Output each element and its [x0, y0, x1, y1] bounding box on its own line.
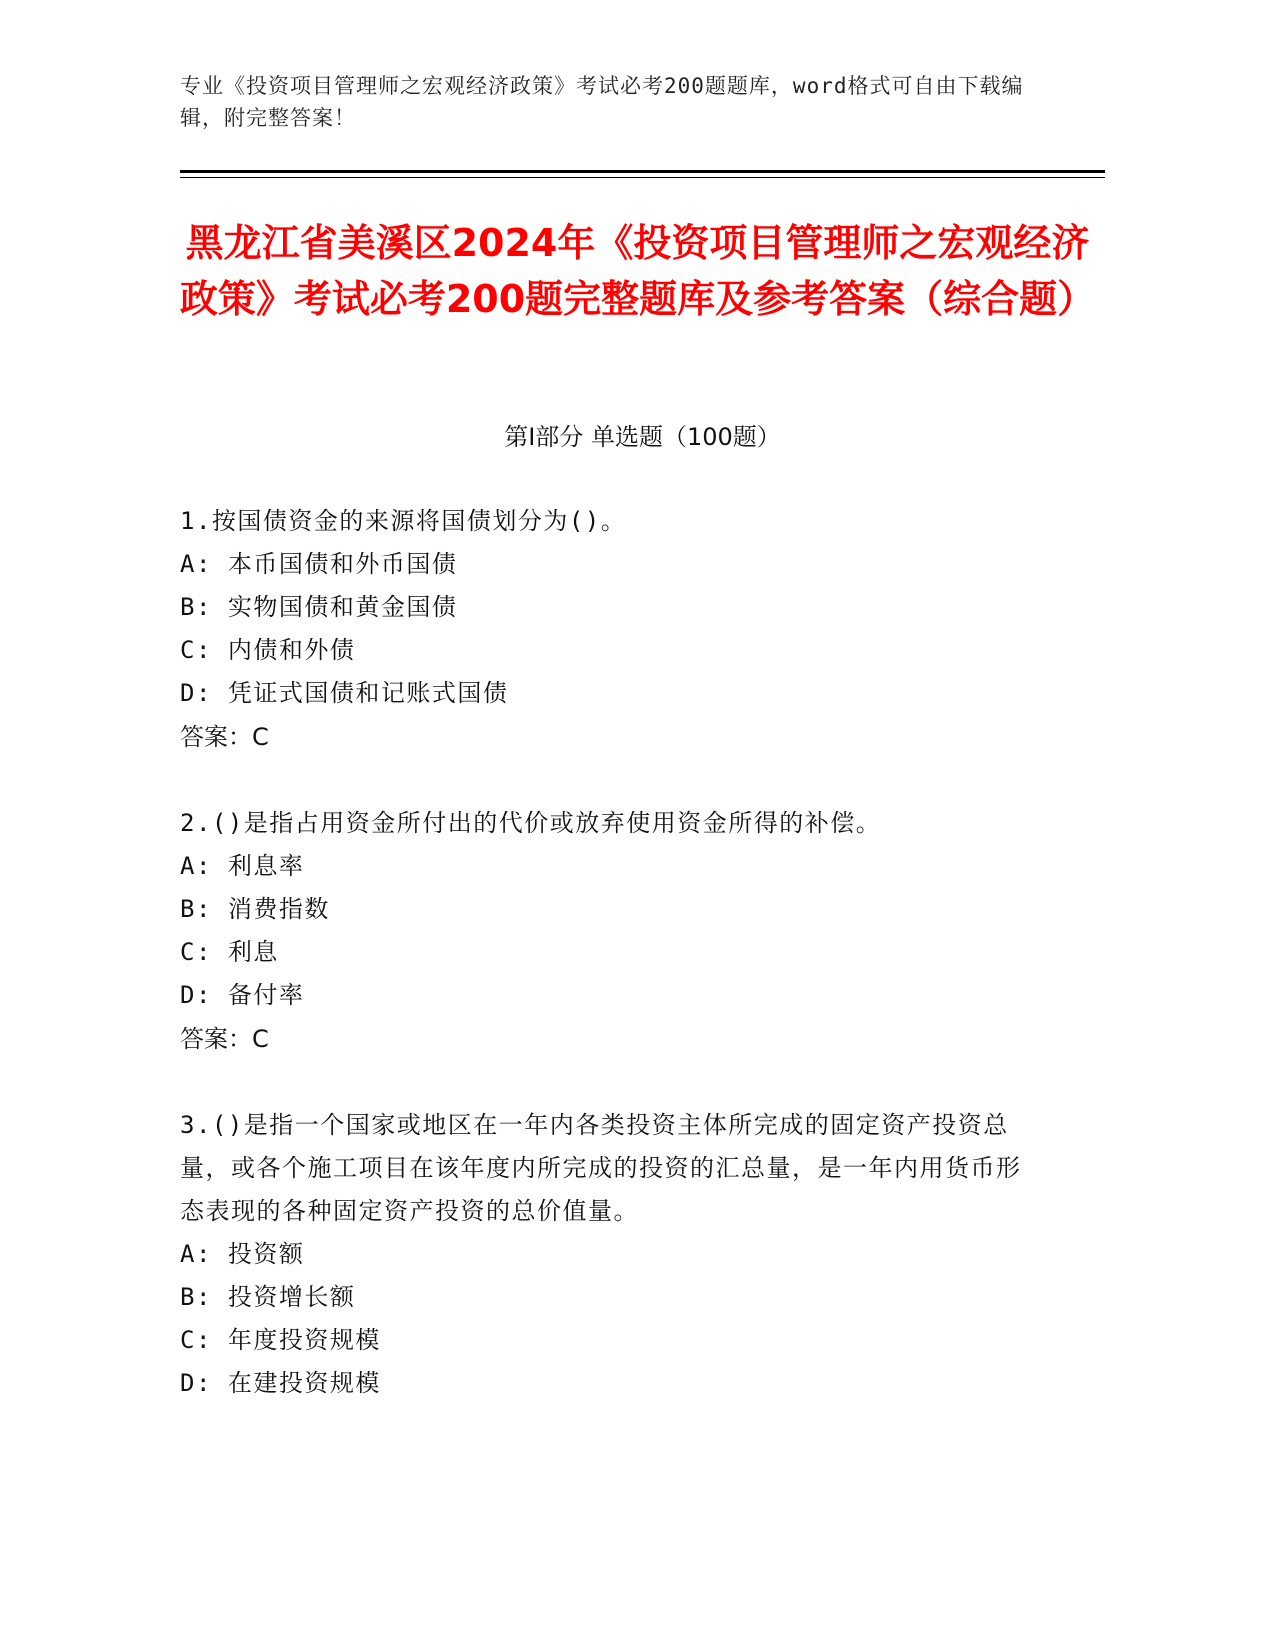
document-title: 黑龙江省美溪区2024年《投资项目管理师之宏观经济政策》考试必考200题完整题库及参考答案（综合题） — [179, 221, 1096, 321]
question-stem: 3.()是指一个国家或地区在一年内各类投资主体所完成的固定资产投资总量，或各个施工项目在该年度内所完成的投资的汇总量，是一年内用货币形态表现的各种固定资产投资的总价值量。 — [180, 1111, 1022, 1225]
option-c: C: 年度投资规模 — [180, 1326, 381, 1354]
header-rule-thick — [180, 170, 1105, 173]
question-3 — [180, 1104, 1025, 1405]
option-a: A: 投资额 — [180, 1240, 305, 1268]
option-a: A: 利息率 — [180, 852, 305, 880]
option-d: D: 凭证式国债和记账式国债 — [180, 679, 509, 707]
question-stem: 2.()是指占用资金所付出的代价或放弃使用资金所得的补偿。 — [180, 809, 882, 837]
question-1 — [180, 500, 1025, 760]
option-d: D: 备付率 — [180, 981, 305, 1009]
question-list — [180, 500, 1025, 1447]
question-stem: 1.按国债资金的来源将国债划分为()。 — [180, 507, 627, 535]
option-b: B: 消费指数 — [180, 895, 330, 923]
option-d: D: 在建投资规模 — [180, 1369, 381, 1397]
answer: 答案：C — [180, 1025, 269, 1053]
section-title: 第Ⅰ部分 单选题（100题） — [504, 423, 781, 451]
option-b: B: 实物国债和黄金国债 — [180, 593, 458, 621]
option-b: B: 投资增长额 — [180, 1283, 356, 1311]
answer: 答案：C — [180, 723, 269, 751]
option-c: C: 内债和外债 — [180, 636, 356, 664]
header-note: 专业《投资项目管理师之宏观经济政策》考试必考200题题库，word格式可自由下载编辑，附完整答案！ — [180, 74, 1024, 130]
option-a: A: 本币国债和外币国债 — [180, 550, 458, 578]
question-2 — [180, 802, 1025, 1062]
header-rule-thin — [180, 177, 1105, 178]
option-c: C: 利息 — [180, 938, 279, 966]
